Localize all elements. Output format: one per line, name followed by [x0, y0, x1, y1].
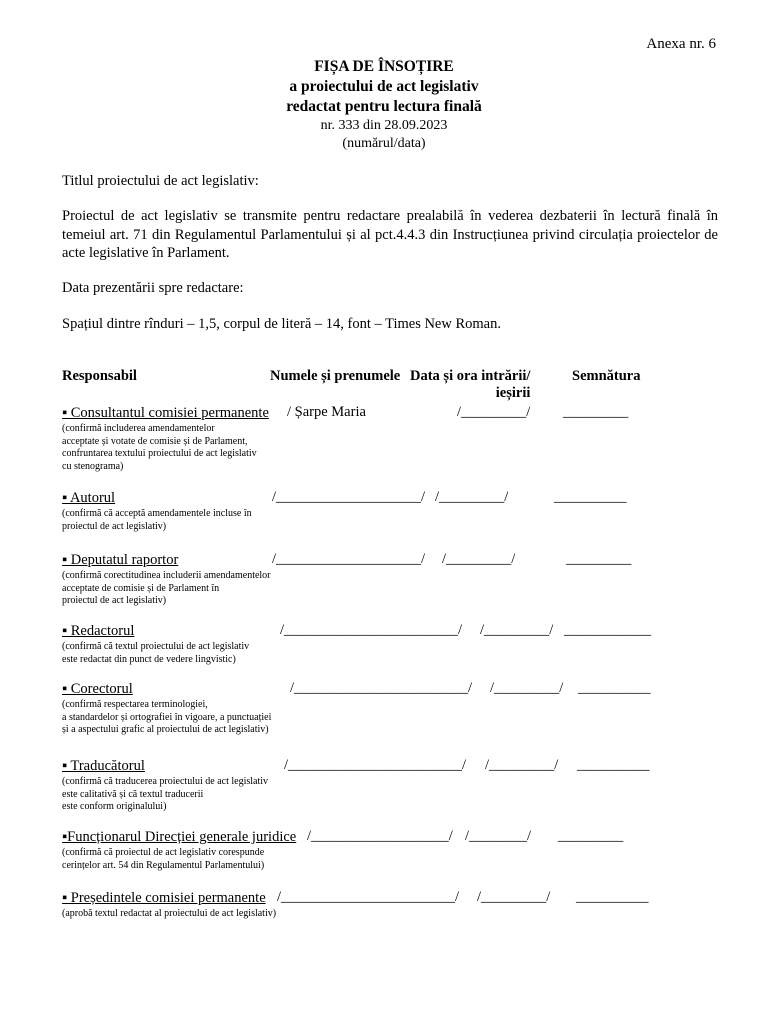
responsible-row [62, 489, 722, 533]
presentation-date-label: Data prezentării spre redactare: [62, 280, 244, 296]
responsible-role: ▪ Consultantul comisiei permanente [62, 405, 269, 421]
column-header-datetime-line2: ieșirii [495, 385, 531, 401]
responsible-role: ▪ Deputatul raportor [62, 552, 179, 568]
responsible-role: ▪ Președintele comisiei permanente [62, 890, 266, 906]
document-subtitle-1: a proiectului de act legislativ [289, 78, 479, 95]
column-header-datetime-line1: Data și ora intrării/ [410, 368, 531, 384]
responsible-row [62, 680, 722, 737]
responsible-row [62, 551, 722, 608]
datetime-field[interactable]: /_________/ [485, 757, 559, 773]
signature-field[interactable]: _________ [558, 828, 624, 844]
responsible-note: (confirmă că textul proiectului de act legislativ este redactat din punct de vedere lingvistic) [62, 641, 250, 665]
responsible-note: (confirmă corectitudinea includerii amendamentelor acceptate de comisie și de Parlament în proiectul de act legislativ) [62, 570, 271, 606]
name-field[interactable]: /________________________/ [280, 622, 463, 638]
column-header-responsible: Responsabil [62, 368, 137, 384]
document-title: FIȘA DE ÎNSOȚIRE [314, 58, 454, 75]
responsible-role: ▪Funcționarul Direcției generale juridice [62, 829, 297, 845]
name-field[interactable]: /____________________/ [272, 489, 426, 505]
signature-field[interactable]: __________ [578, 680, 651, 696]
transmit-paragraph: Proiectul de act legislativ se transmite pentru redactare prealabilă în vederea dezbaterii în lectură finală în temeiul art. 71 din Regulamentul Parlamentului și al pct.4.4.3 din Instrucțiunea privind circulația proiectelor de acte legislative în Parlament. [62, 208, 718, 261]
document-title-block [0, 57, 768, 153]
name-field[interactable]: / Șarpe Maria [287, 404, 366, 420]
datetime-field[interactable]: /_________/ [435, 489, 509, 505]
signature-field[interactable]: _________ [563, 404, 629, 420]
datetime-field[interactable]: /_________/ [442, 551, 516, 567]
responsible-note: (confirmă că acceptă amendamentele incluse în proiectul de act legislativ) [62, 508, 252, 532]
signature-field[interactable]: ____________ [564, 622, 651, 638]
responsible-row [62, 828, 722, 872]
format-requirements: Spațiul dintre rînduri – 1,5, corpul de literă – 14, font – Times New Roman. [62, 316, 501, 332]
name-field[interactable]: /____________________/ [272, 551, 426, 567]
document-number-date: nr. 333 din 28.09.2023 [320, 118, 448, 133]
document-subtitle-2: redactat pentru lectura finală [286, 98, 482, 115]
row-fields [272, 551, 632, 568]
datetime-field[interactable]: /_________/ [490, 680, 564, 696]
signature-field[interactable]: __________ [554, 489, 627, 505]
row-fields [272, 489, 627, 506]
responsible-role: ▪ Redactorul [62, 623, 135, 639]
responsible-note: (confirmă respectarea terminologiei, a standardelor și ortografiei în vigoare, a punctuației și a aspectului grafic al proiectului de act legislativ) [62, 699, 272, 735]
signature-field[interactable]: __________ [577, 757, 650, 773]
column-header-signature: Semnătura [572, 368, 641, 384]
responsible-row [62, 889, 722, 921]
row-fields [287, 404, 629, 421]
name-field[interactable]: /________________________/ [290, 680, 473, 696]
datetime-field[interactable]: /________/ [465, 828, 532, 844]
annex-number: Anexa nr. 6 [646, 36, 716, 52]
responsible-role: ▪ Autorul [62, 490, 116, 506]
column-header-datetime [410, 368, 530, 402]
datetime-field[interactable]: /_________/ [480, 622, 554, 638]
responsible-row [62, 757, 722, 814]
responsible-note: (confirmă că proiectul de act legislativ corespunde cerințelor art. 54 din Regulamentul Parlamentului) [62, 847, 265, 871]
document-number-caption: (numărul/data) [342, 136, 426, 151]
column-header-name: Numele și prenumele [270, 368, 401, 384]
datetime-field[interactable]: /_________/ [457, 404, 531, 420]
responsible-note: (confirmă includerea amendamentelor acceptate și votate de comisie și de Parlament, confruntarea textului proiectului de act legislativ cu stenograma) [62, 423, 257, 472]
row-fields [277, 889, 649, 906]
row-fields [307, 828, 624, 845]
row-fields [290, 680, 651, 697]
responsible-row [62, 622, 722, 666]
responsible-role: ▪ Traducătorul [62, 758, 145, 774]
datetime-field[interactable]: /_________/ [477, 889, 551, 905]
responsible-note: (aprobă textul redactat al proiectului de act legislativ) [62, 908, 277, 919]
signature-field[interactable]: __________ [576, 889, 649, 905]
row-fields [280, 622, 651, 639]
act-title-label: Titlul proiectului de act legislativ: [62, 173, 259, 189]
responsible-row [62, 404, 722, 473]
name-field[interactable]: /___________________/ [307, 828, 453, 844]
responsible-note: (confirmă că traducerea proiectului de act legislativ este calitativă și că textul traducerii este conform originalului) [62, 776, 269, 812]
signature-field[interactable]: _________ [566, 551, 632, 567]
name-field[interactable]: /________________________/ [277, 889, 460, 905]
name-field[interactable]: /________________________/ [284, 757, 467, 773]
row-fields [284, 757, 650, 774]
responsible-role: ▪ Corectorul [62, 681, 133, 697]
